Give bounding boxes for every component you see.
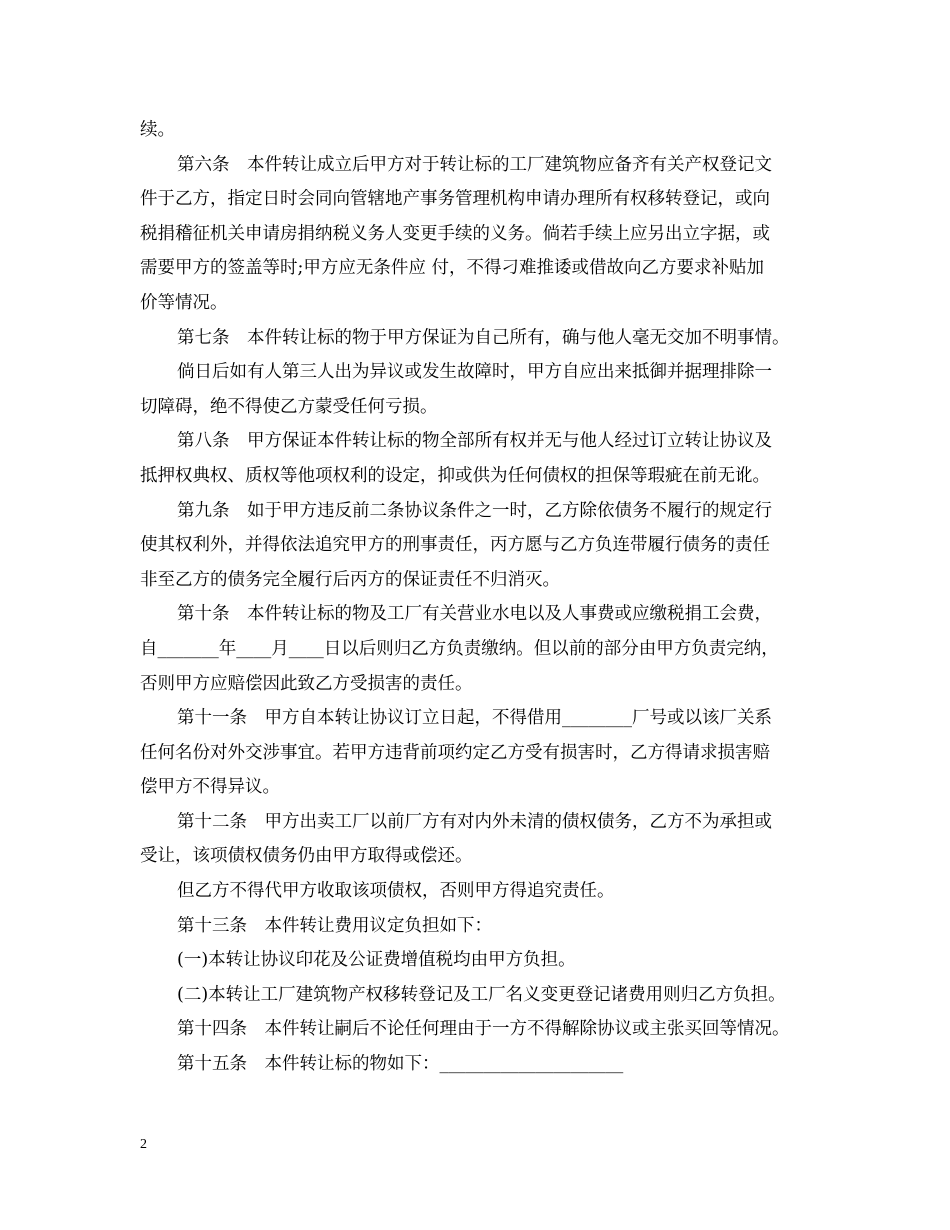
text-line: (二)本转让工厂建筑物产权移转登记及工厂名义变更登记诸费用则归乙方负担。 xyxy=(177,984,786,1005)
text-line: 偿甲方不得异议。 xyxy=(140,777,280,798)
text-line: (一)本转让协议印花及公证费增值税均由甲方负担。 xyxy=(177,950,576,971)
text-line: 第十三条 本件转让费用议定负担如下： xyxy=(177,915,492,936)
text-line: 第十二条 甲方出卖工厂以前厂方有对内外未清的债权债务，乙方不为承担或 xyxy=(177,811,772,832)
page-number: 2 xyxy=(140,1137,147,1152)
text-line: 续。 xyxy=(140,120,175,140)
text-line: 否则甲方应赔偿因此致乙方受损害的责任。 xyxy=(140,673,473,694)
text-line: 第九条 如于甲方违反前二条协议条件之一时，乙方除依债务不履行的规定行 xyxy=(177,500,772,521)
text-line: 需要甲方的签盖等时;甲方应无条件应 付，不得刁难推诿或借故向乙方要求补贴加 xyxy=(140,258,764,279)
text-line: 非至乙方的债务完全履行后丙方的保证责任不归消灭。 xyxy=(140,569,560,590)
text-line: 税捐稽征机关申请房捐纳税义务人变更手续的义务。倘若手续上应另出立字据，或 xyxy=(140,223,770,244)
text-line: 第七条 本件转让标的物于甲方保证为自己所有，确与他人毫无交加不明事情。 xyxy=(177,327,790,348)
document-body xyxy=(140,113,820,1082)
text-line: 第十一条 甲方自本转让协议订立日起，不得借用________厂号或以该厂关系 xyxy=(177,708,772,729)
text-line: 第十五条 本件转让标的物如下：_____________________ xyxy=(177,1054,624,1075)
text-line: 第十四条 本件转让嗣后不论任何理由于一方不得解除协议或主张买回等情况。 xyxy=(177,1019,790,1040)
text-line: 价等情况。 xyxy=(140,292,228,313)
text-line: 切障碍，绝不得使乙方蒙受任何亏损。 xyxy=(140,396,438,417)
text-line: 自_______年____月____日以后则归乙方负责缴纳。但以前的部分由甲方负责完纳， xyxy=(140,638,779,659)
text-line: 使其权利外，并得依法追究甲方的刑事责任，丙方愿与乙方负连带履行债务的责任 xyxy=(140,535,770,556)
text-line: 受让，该项债权债务仍由甲方取得或偿还。 xyxy=(140,846,473,867)
text-line: 任何名份对外交涉事宜。若甲方违背前项约定乙方受有损害时，乙方得请求损害赔 xyxy=(140,742,770,763)
text-line: 件于乙方，指定日时会同向管辖地产事务管理机构申请办理所有权移转登记，或向 xyxy=(140,189,770,210)
text-line: 第六条 本件转让成立后甲方对于转让标的工厂建筑物应备齐有关产权登记文 xyxy=(177,154,772,175)
text-line: 抵押权典权、质权等他项权利的设定，抑或供为任何债权的担保等瑕疵在前无讹。 xyxy=(140,465,770,486)
text-line: 但乙方不得代甲方收取该项债权，否则甲方得追究责任。 xyxy=(177,881,615,902)
text-line: 第八条 甲方保证本件转让标的物全部所有权并无与他人经过订立转让协议及 xyxy=(177,431,772,452)
text-line: 第十条 本件转让标的物及工厂有关营业水电以及人事费或应缴税捐工会费， xyxy=(177,604,772,625)
text-line: 倘日后如有人第三人出为异议或发生故障时，甲方自应出来抵御并据理排除一 xyxy=(177,362,772,383)
